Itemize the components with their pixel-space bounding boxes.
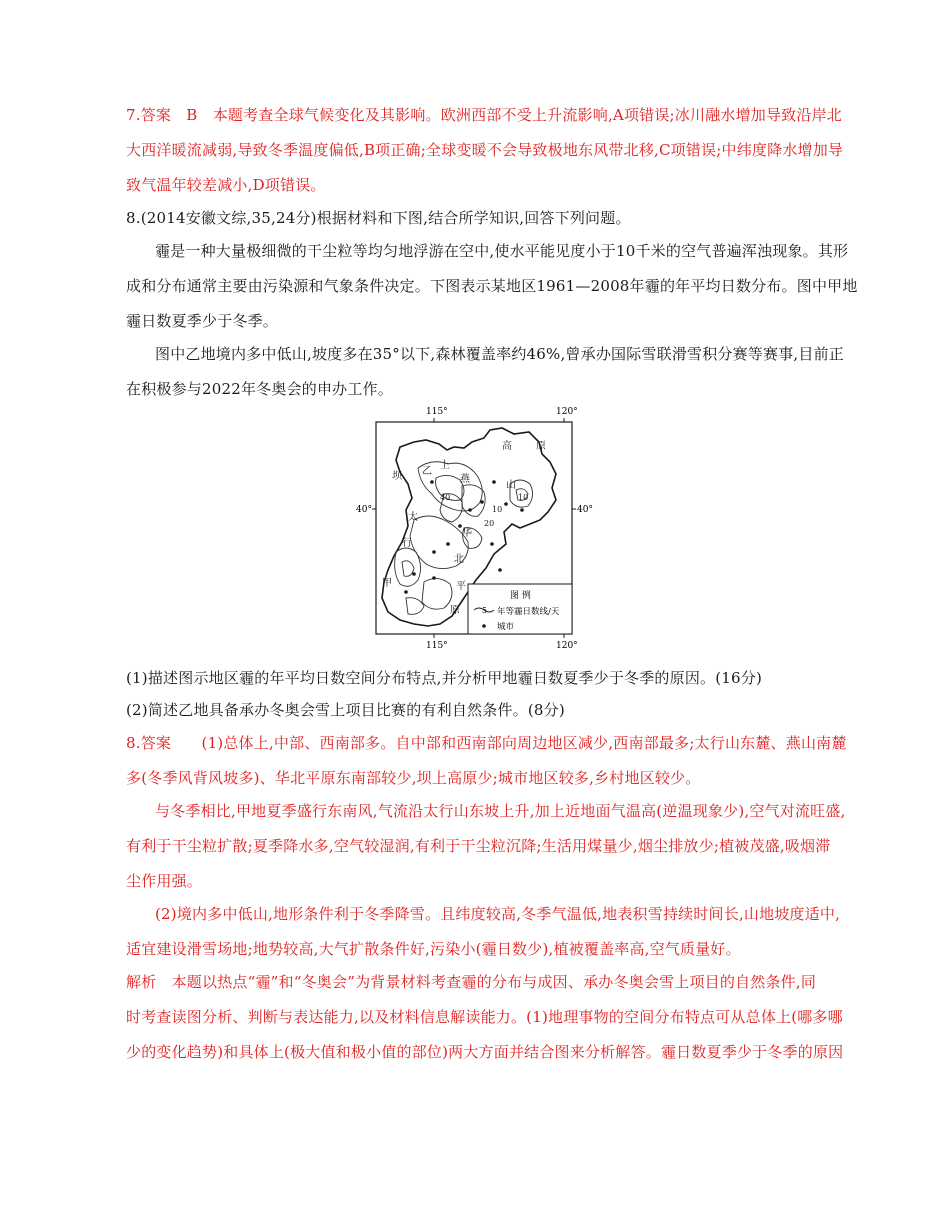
lon-label-bottom-left: 115° — [426, 641, 448, 651]
city-dot — [446, 542, 450, 546]
lat-label-right: 40° — [577, 505, 593, 515]
legend-city-symbol — [482, 624, 486, 628]
map-label-shan: 山 — [506, 480, 516, 491]
city-dot — [490, 542, 494, 546]
q8-answer-line-7: 适宜建设滑雪场地;地势较高,大气扩散条件好,污染小(霾日数少),植被覆盖率高,空气质量好。 — [126, 940, 741, 958]
q8-answer-line-4: 有利于干尘粒扩散;夏季降水多,空气较湿润,有利于干尘粒沉降;生活用煤量少,烟尘排放少;植被茂盛,吸烟滞 — [126, 837, 831, 855]
q8-answer-line-5: 尘作用强。 — [126, 872, 203, 890]
map-label-ba: 坝 — [392, 471, 402, 482]
lat-label-left: 40° — [356, 505, 372, 515]
map-legend — [468, 584, 572, 634]
city-dot — [498, 568, 502, 572]
city-dot — [468, 508, 472, 512]
city-dot — [432, 576, 436, 580]
q8-sub-question-1: (1)描述图示地区霾的年平均日数空间分布特点,并分析甲地霾日数夏季少于冬季的原因。(16分) — [126, 669, 763, 687]
q8-material-2-line-1: 图中乙地境内多中低山,坡度多在35°以下,森林覆盖率约46%,曾承办国际雪联滑雪积分赛等赛事,目前正 — [155, 345, 845, 363]
contour-value: 40 — [440, 493, 451, 502]
q7-answer-line-1: 7.答案 B 本题考查全球气候变化及其影响。欧洲西部不受上升流影响,A项错误;冰川融水增加导致沿岸北 — [126, 106, 842, 124]
legend-city-label: 城市 — [497, 622, 515, 632]
map-label-ping: 平 — [456, 581, 466, 592]
contour-value: 10 — [492, 505, 503, 514]
q8-material-2-line-2: 在积极参与2022年冬奥会的申办工作。 — [126, 380, 393, 398]
lon-label-top-left: 115° — [426, 407, 448, 417]
map-label-tai: 太 — [408, 512, 418, 523]
map-label-shang: 上 — [440, 460, 450, 471]
city-dot — [430, 480, 434, 484]
lon-label-top-right: 120° — [556, 407, 578, 417]
contour-value: 20 — [484, 519, 495, 528]
lon-label-bottom-right: 120° — [556, 641, 578, 651]
q8-answer-line-1: 8.答案 (1)总体上,中部、西南部多。自中部和西南部向周边地区减少,西南部最多;太行山东麓、燕山南麓 — [126, 734, 847, 752]
haze-distribution-map — [344, 402, 612, 652]
map-label-bei: 北 — [454, 554, 464, 565]
map-label-hua: 华 — [462, 528, 472, 539]
city-dot — [520, 508, 524, 512]
map-label-yi: 乙 — [422, 466, 432, 477]
q8-stem: 8.(2014安徽文综,35,24分)根据材料和下图,结合所学知识,回答下列问题。 — [126, 209, 631, 227]
q8-answer-line-3: 与冬季相比,甲地夏季盛行东南风,气流沿太行山东坡上升,加上近地面气温高(逆温现象少),空气对流旺盛, — [155, 802, 846, 820]
map-label-yuan-top: 原 — [536, 441, 546, 452]
map-label-hang: 行 — [402, 538, 412, 549]
q8-material-1-line-3: 霾日数夏季少于冬季。 — [126, 312, 279, 330]
city-dot — [412, 572, 416, 576]
q7-answer-line-3: 致气温年较差减小,D项错误。 — [126, 176, 326, 194]
map-label-yan: 燕 — [460, 474, 470, 485]
legend-contour-sample-value: 5 — [482, 606, 488, 615]
city-dot — [404, 590, 408, 594]
city-dot — [504, 502, 508, 506]
analysis-line-3: 少的变化趋势)和具体上(极大值和极小值的部位)两大方面并结合图来分析解答。霾日数夏季少于冬季的原因 — [126, 1043, 844, 1061]
city-dot — [432, 550, 436, 554]
q8-answer-line-2: 多(冬季风背风坡多)、华北平原东南部较少,坝上高原少;城市地区较多,乡村地区较少。 — [126, 769, 701, 787]
q8-material-1-line-1: 霾是一种大量极细微的干尘粒等均匀地浮游在空中,使水平能见度小于10千米的空气普遍浑浊现象。其形 — [155, 242, 849, 260]
q8-sub-question-2: (2)简述乙地具备承办冬奥会雪上项目比赛的有利自然条件。(8分) — [126, 701, 565, 719]
city-dot — [480, 500, 484, 504]
legend-contour-label: 年等霾日数线/天 — [497, 607, 560, 617]
legend-title: 图 例 — [510, 591, 531, 601]
q8-material-1-line-2: 成和分布通常主要由污染源和气象条件决定。下图表示某地区1961—2008年霾的年平均日数分布。图中甲地 — [126, 277, 858, 295]
city-dot — [492, 480, 496, 484]
q8-answer-line-6: (2)境内多中低山,地形条件利于冬季降雪。且纬度较高,冬季气温低,地表积雪持续时间长,山地坡度适中, — [155, 905, 841, 923]
contour-value: 10 — [518, 493, 529, 502]
map-label-yuan-bottom: 原 — [450, 605, 460, 616]
q7-answer-line-2: 大西洋暖流减弱,导致冬季温度偏低,B项正确;全球变暖不会导致极地东风带北移,C项错误;中纬度降水增加导 — [126, 141, 844, 159]
analysis-line-2: 时考查读图分析、判断与表达能力,以及材料信息解读能力。(1)地理事物的空间分布特点可从总体上(哪多哪 — [126, 1008, 843, 1026]
map-label-gao: 高 — [502, 441, 512, 452]
map-label-jia: 甲 — [382, 578, 392, 589]
analysis-line-1: 解析 本题以热点“霾”和“冬奥会”为背景材料考查霾的分布与成因、承办冬奥会雪上项目的自然条件,同 — [126, 973, 817, 991]
